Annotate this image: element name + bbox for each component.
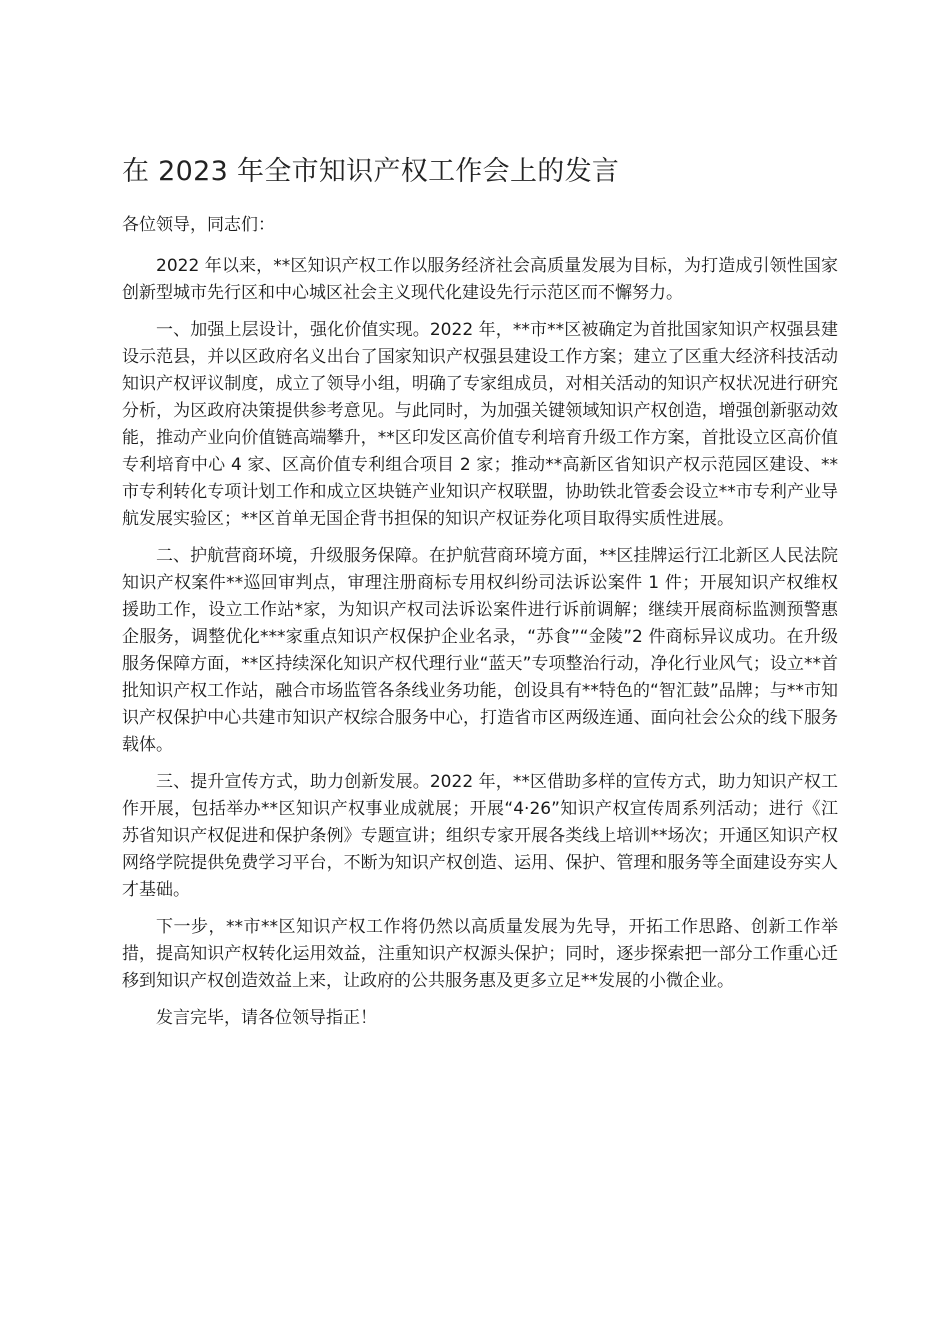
paragraph-section-1: 一、加强上层设计，强化价值实现。2022 年，**市**区被确定为首批国家知识产权强县建设示范县，并以区政府名义出台了国家知识产权强县建设工作方案；建立了区重大经济科技活动知识产权评议制度，成立了领导小组，明确了专家组成员，对相关活动的知识产权状况进行研究分析，为区政府决策提供参考意见。与此同时，为加强关键领域知识产权创造，增强创新驱动效能，推动产业向价值链高端攀升，**区印发区高价值专利培育升级工作方案，首批设立区高价值专利培育中心 4 家、区高价值专利组合项目 2 家；推动**高新区省知识产权示范园区建设、**市专利转化专项计划工作和成立区块链产业知识产权联盟，协助铁北管委会设立**市专利产业导航发展实验区；**区首单无国企背书担保的知识产权证券化项目取得实质性进展。 [122,320,838,529]
paragraph-intro: 2022 年以来，**区知识产权工作以服务经济社会高质量发展为目标，为打造成引领性国家创新型城市先行区和中心城区社会主义现代化建设先行示范区而不懈努力。 [122,256,838,303]
paragraph-next-steps: 下一步，**市**区知识产权工作将仍然以高质量发展为先导，开拓工作思路、创新工作举措，提高知识产权转化运用效益，注重知识产权源头保护；同时，逐步探索把一部分工作重心迁移到知识产权创造效益上来，让政府的公共服务惠及更多立足**发展的小微企业。 [122,917,838,991]
paragraph-section-2: 二、护航营商环境，升级服务保障。在护航营商环境方面，**区挂牌运行江北新区人民法院知识产权案件**巡回审判点，审理注册商标专用权纠纷司法诉讼案件 1 件；开展知识产权维权援助工作，设立工作站*家，为知识产权司法诉讼案件进行诉前调解；继续开展商标监测预警惠企服务，调整优化***家重点知识产权保护企业名录，“苏食”“金陵”2 件商标异议成功。在升级服务保障方面，**区持续深化知识产权代理行业“蓝天”专项整治行动，净化行业风气；设立**首批知识产权工作站，融合市场监管各条线业务功能，创设具有**特色的“智汇鼓”品牌；与**市知识产权保护中心共建市知识产权综合服务中心，打造省市区两级连通、面向社会公众的线下服务载体。 [122,546,838,755]
page-title: 在 2023 年全市知识产权工作会上的发言 [122,156,620,187]
document-body [122,152,838,1042]
paragraph-section-3: 三、提升宣传方式，助力创新发展。2022 年，**区借助多样的宣传方式，助力知识产权工作开展，包括举办**区知识产权事业成就展；开展“4·26”知识产权宣传周系列活动；进行《江苏省知识产权促进和保护条例》专题宣讲；组织专家开展各类线上培训**场次；开通区知识产权网络学院提供免费学习平台，不断为知识产权创造、运用、保护、管理和服务等全面建设夯实人才基础。 [122,772,838,900]
paragraph-closing: 发言完毕，请各位领导指正！ [156,1008,377,1028]
salutation: 各位领导，同志们： [122,215,275,235]
